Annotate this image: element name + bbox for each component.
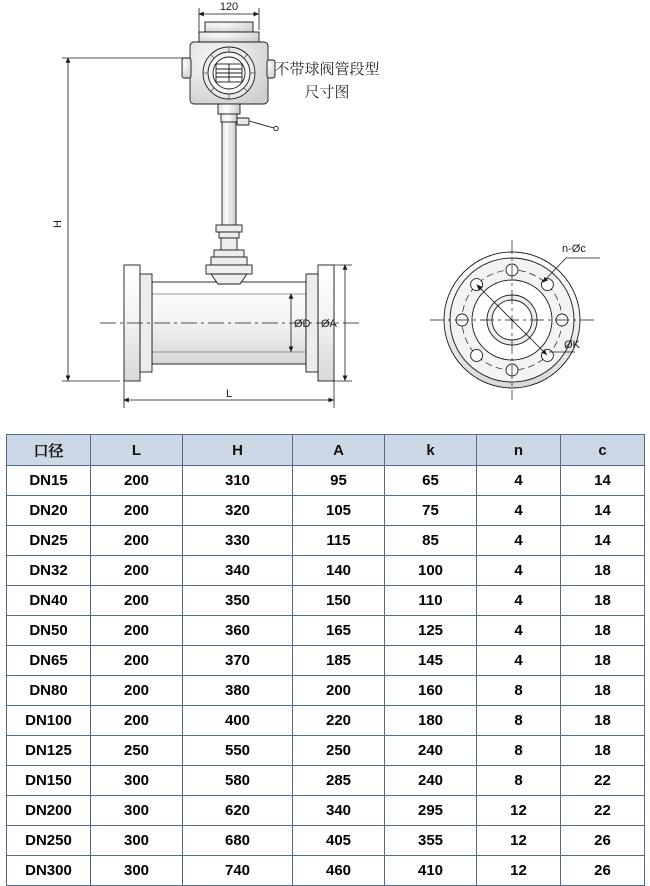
cell-a: 140 [293,556,385,586]
cell-n: 12 [477,796,561,826]
cell-c: 14 [561,526,645,556]
table-row [7,466,645,496]
cell-h: 310 [183,466,293,496]
cell-a: 220 [293,706,385,736]
cell-a: 165 [293,616,385,646]
cell-n: 12 [477,856,561,886]
cell-l: 250 [91,736,183,766]
cell-l: 200 [91,616,183,646]
cell-n: 8 [477,766,561,796]
table-row [7,826,645,856]
cell-h: 320 [183,496,293,526]
cell-dn: DN20 [7,496,91,526]
table-header-row [7,435,645,466]
cell-l: 300 [91,856,183,886]
cell-l: 300 [91,826,183,856]
cell-c: 18 [561,556,645,586]
dim-l-label: L [225,388,233,400]
cell-k: 145 [385,646,477,676]
cell-n: 4 [477,646,561,676]
cable-gland [237,118,278,131]
sensor-stem [222,122,236,225]
cell-c: 14 [561,496,645,526]
cell-h: 330 [183,526,293,556]
cell-k: 295 [385,796,477,826]
cell-h: 580 [183,766,293,796]
cell-dn: DN50 [7,616,91,646]
table-row [7,496,645,526]
cell-dn: DN80 [7,676,91,706]
drawing-title-line1: 不带球阀管段型 [274,60,380,78]
cell-c: 22 [561,796,645,826]
cell-dn: DN150 [7,766,91,796]
cell-k: 110 [385,586,477,616]
cell-l: 300 [91,766,183,796]
cell-a: 95 [293,466,385,496]
cell-l: 200 [91,556,183,586]
dim-top-width-label: 120 [219,1,239,13]
cell-dn: DN65 [7,646,91,676]
cell-n: 8 [477,676,561,706]
dim-outer-label: ØA [321,318,337,330]
table-row [7,556,645,586]
cell-a: 185 [293,646,385,676]
cell-a: 200 [293,676,385,706]
cell-dn: DN15 [7,466,91,496]
table-row [7,646,645,676]
cell-n: 4 [477,466,561,496]
stem-collars [211,225,247,265]
cell-n: 4 [477,526,561,556]
cell-a: 340 [293,796,385,826]
cell-k: 75 [385,496,477,526]
cell-n: 8 [477,736,561,766]
cell-n: 4 [477,616,561,646]
cell-c: 18 [561,676,645,706]
table-row [7,856,645,886]
cell-h: 360 [183,616,293,646]
cell-c: 22 [561,766,645,796]
cell-a: 105 [293,496,385,526]
spec-table [6,434,645,886]
cell-a: 115 [293,526,385,556]
col-header-c: c [561,435,645,466]
table-row [7,706,645,736]
cell-h: 350 [183,586,293,616]
cell-dn: DN100 [7,706,91,736]
label-n-oc: n-Øc [562,243,586,255]
cell-k: 100 [385,556,477,586]
col-header-dn: 口径 [7,435,91,466]
cell-l: 200 [91,496,183,526]
technical-drawing [0,0,650,432]
cell-c: 18 [561,706,645,736]
cell-c: 18 [561,616,645,646]
cell-l: 200 [91,526,183,556]
table-row [7,676,645,706]
dim-bore-label: ØD [294,318,311,330]
cell-dn: DN25 [7,526,91,556]
table-row [7,586,645,616]
cell-k: 160 [385,676,477,706]
cell-h: 620 [183,796,293,826]
col-header-h: H [183,435,293,466]
table-row [7,766,645,796]
cell-l: 200 [91,706,183,736]
cell-l: 200 [91,466,183,496]
spec-table-container [6,434,644,886]
cell-a: 250 [293,736,385,766]
cell-c: 14 [561,466,645,496]
cell-a: 285 [293,766,385,796]
cell-l: 200 [91,676,183,706]
cell-n: 4 [477,496,561,526]
cell-a: 150 [293,586,385,616]
table-row [7,736,645,766]
cell-c: 18 [561,646,645,676]
cell-l: 300 [91,796,183,826]
cell-h: 380 [183,676,293,706]
cell-k: 180 [385,706,477,736]
cell-a: 405 [293,826,385,856]
cell-n: 8 [477,706,561,736]
cell-k: 85 [385,526,477,556]
cell-k: 410 [385,856,477,886]
col-header-a: A [293,435,385,466]
cell-l: 200 [91,646,183,676]
cell-l: 200 [91,586,183,616]
drawing-title-line2: 尺寸图 [304,82,350,101]
cell-dn: DN32 [7,556,91,586]
table-row [7,616,645,646]
cell-a: 460 [293,856,385,886]
cell-c: 18 [561,736,645,766]
cell-k: 240 [385,766,477,796]
cell-k: 240 [385,736,477,766]
cell-h: 370 [183,646,293,676]
cell-dn: DN200 [7,796,91,826]
cell-c: 18 [561,586,645,616]
cell-h: 680 [183,826,293,856]
dim-h-label: H [52,220,64,228]
cell-n: 4 [477,556,561,586]
cell-dn: DN40 [7,586,91,616]
col-header-n: n [477,435,561,466]
cell-h: 340 [183,556,293,586]
table-row [7,526,645,556]
pipe-saddle [206,265,252,284]
col-header-k: k [385,435,477,466]
cell-dn: DN125 [7,736,91,766]
cell-n: 12 [477,826,561,856]
table-row [7,796,645,826]
cell-k: 65 [385,466,477,496]
cell-k: 355 [385,826,477,856]
cell-dn: DN300 [7,856,91,886]
cell-n: 4 [477,586,561,616]
cell-k: 125 [385,616,477,646]
cell-c: 26 [561,856,645,886]
cell-h: 400 [183,706,293,736]
cell-h: 550 [183,736,293,766]
drawing-title [242,58,412,103]
label-ok: ØK [564,339,580,351]
cell-h: 740 [183,856,293,886]
cell-c: 26 [561,826,645,856]
col-header-l: L [91,435,183,466]
cell-dn: DN250 [7,826,91,856]
